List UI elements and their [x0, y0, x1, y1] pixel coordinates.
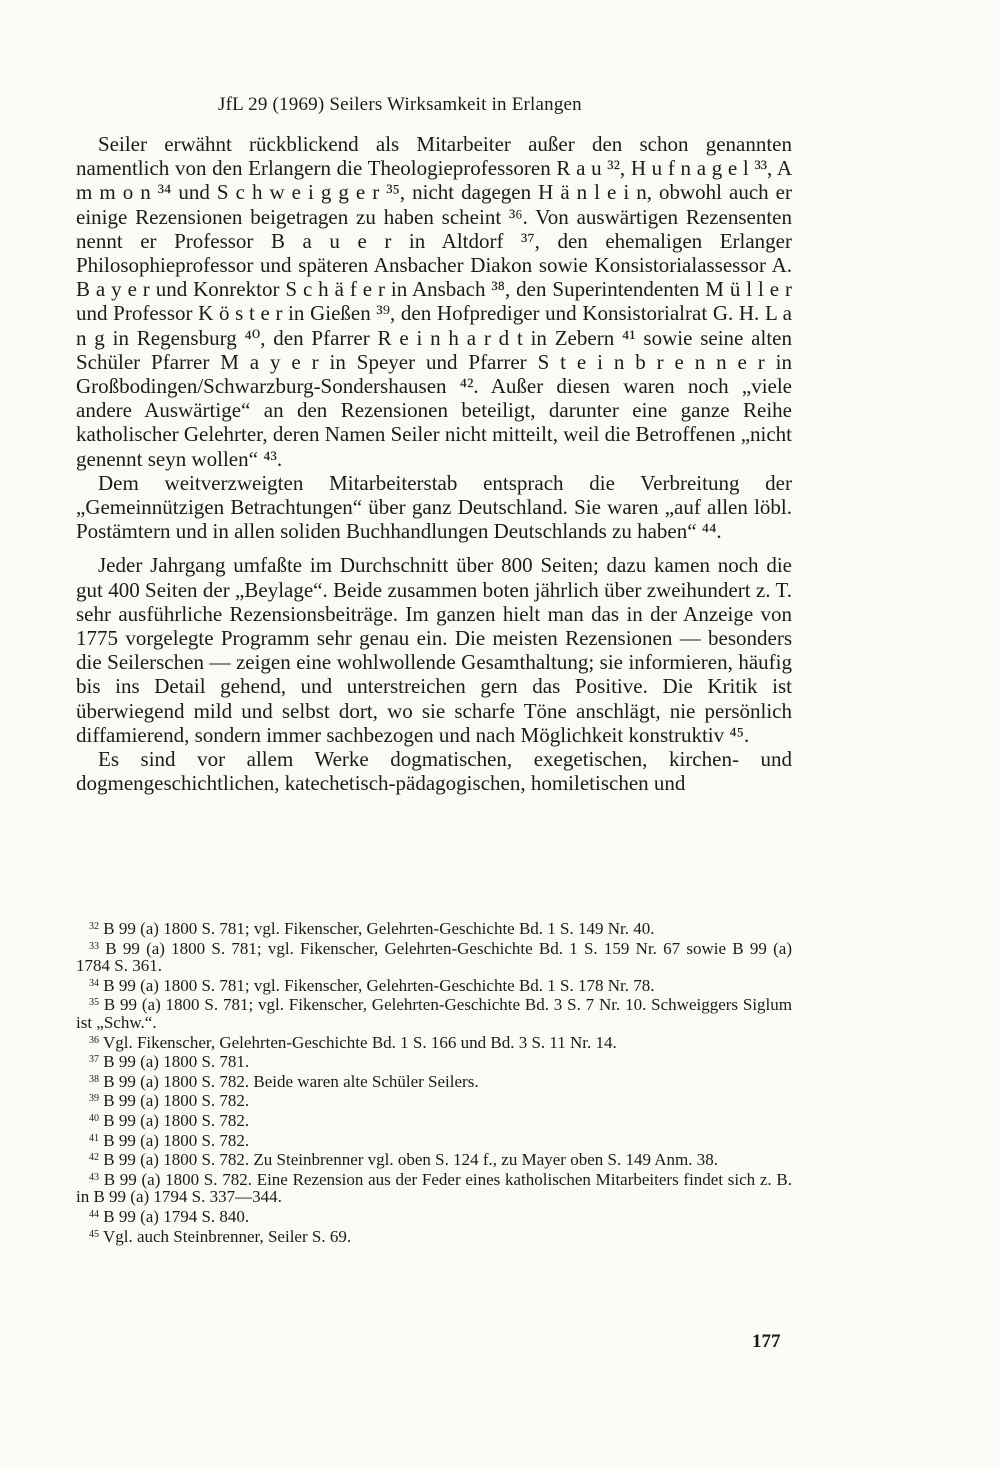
footnote-45	[76, 1226, 792, 1246]
footnote-text: B 99 (a) 1800 S. 782.	[103, 1110, 250, 1130]
footnote-text: B 99 (a) 1800 S. 781; vgl. Fikenscher, Gelehrten-Geschichte Bd. 1 S. 178 Nr. 78.	[103, 975, 655, 995]
footnote-34	[76, 975, 792, 995]
footnote-number: 32	[89, 921, 99, 932]
footnote-number: 44	[89, 1208, 99, 1220]
footnote-text: B 99 (a) 1800 S. 782. Beide waren alte Schüler Seilers.	[103, 1071, 479, 1091]
footnote-text: B 99 (a) 1800 S. 782. Zu Steinbrenner vgl. oben S. 124 f., zu Mayer oben S. 149 Anm. 38.	[103, 1150, 719, 1170]
footnote-number: 39	[89, 1093, 99, 1105]
footnote-text: B 99 (a) 1800 S. 782. Eine Rezension aus der Feder eines katholischen Mitarbeiters findet sich z. B. in B 99 (a) 1794 S. 337—344.	[76, 1169, 792, 1207]
footnote-43	[76, 1169, 792, 1206]
footnote-text: B 99 (a) 1800 S. 782.	[103, 1130, 250, 1150]
footnote-number: 42	[89, 1152, 99, 1164]
footnote-number: 40	[89, 1112, 99, 1124]
footnote-text: B 99 (a) 1800 S. 781; vgl. Fikenscher, Gelehrten-Geschichte Bd. 1 S. 159 Nr. 67 sowie B 99 (a) 1784 S. 361.	[76, 938, 792, 976]
footnote-33	[76, 938, 792, 975]
page-number: 177	[752, 1331, 781, 1352]
footnote-text: Vgl. Fikenscher, Gelehrten-Geschichte Bd. 1 S. 166 und Bd. 3 S. 11 Nr. 14.	[102, 1032, 617, 1052]
footnote-38	[76, 1071, 792, 1091]
footnote-35	[76, 994, 792, 1031]
footnote-number: 45	[89, 1228, 99, 1240]
footnote-36	[76, 1032, 792, 1052]
footnote-number: 36	[89, 1034, 99, 1046]
footnote-number: 37	[89, 1054, 99, 1066]
paragraph-3: Jeder Jahrgang umfaßte im Durchschnitt über 800 Seiten; dazu kamen noch die gut 400 Seiten der „Beylage“. Beide zusammen boten jährlich über zweihundert z. T. sehr ausführliche Rezensionsbeiträge. Im ganzen hielt man das in der Anzeige von 1775 vorgelegte Programm sehr genau ein. Die meisten Rezensionen — besonders die Seilerschen — zeigen eine wohlwollende Gesamthaltung; sie informieren, häufig bis ins Detail gehend, und unterstreichen gern das Positive. Die Kritik ist überwiegend mild und selbst dort, wo sie scharfe Töne anschlägt, nie persönlich diffamierend, sondern immer sachbezogen und nach Möglichkeit konstruktiv ⁴⁵.	[76, 553, 792, 747]
footnote-39	[76, 1090, 792, 1110]
footnote-text: B 99 (a) 1800 S. 781; vgl. Fikenscher, Gelehrten-Geschichte Bd. 3 S. 7 Nr. 10. Schweiggers Siglum ist „Schw.“.	[76, 995, 792, 1032]
running-head: JfL 29 (1969) Seilers Wirksamkeit in Erlangen	[218, 94, 582, 115]
footnote-text: B 99 (a) 1794 S. 840.	[103, 1206, 250, 1226]
footnote-40	[76, 1110, 792, 1130]
footnote-42	[76, 1149, 792, 1169]
footnote-text: B 99 (a) 1800 S. 781; vgl. Fikenscher, Gelehrten-Geschichte Bd. 1 S. 149 Nr. 40.	[103, 919, 655, 938]
paragraph-4: Es sind vor allem Werke dogmatischen, exegetischen, kirchen- und dogmengeschichtlichen, katechetisch-pädagogischen, homiletischen und	[76, 747, 792, 796]
footnote-text: B 99 (a) 1800 S. 782.	[103, 1091, 250, 1111]
footnote-number: 41	[89, 1132, 99, 1144]
paragraph-1: Seiler erwähnt rückblickend als Mitarbeiter außer den schon genannten namentlich von den Erlangern die Theologieprofessoren R a u ³², H u f n a g e l ³³, A m m o n ³⁴ und S c h w e i g g e r ³⁵, nicht dagegen H ä n l e i n, obwohl auch er einige Rezensionen beigetragen zu haben scheint ³⁶. Von auswärtigen Rezensenten nennt er Professor B a u e r in Altdorf ³⁷, den ehemaligen Erlanger Philosophieprofessor und späteren Ansbacher Diakon sowie Konsistorialassessor A. B a y e r und Konrektor S c h ä f e r in Ansbach ³⁸, den Superintendenten M ü l l e r und Professor K ö s t e r in Gießen ³⁹, den Hofprediger und Konsistorialrat G. H. L a n g in Regensburg ⁴⁰, den Pfarrer R e i n h a r d t in Zebern ⁴¹ sowie seine alten Schüler Pfarrer M a y e r in Speyer und Pfarrer S t e i n b r e n n e r in Großbodingen/Schwarzburg-Sondershausen ⁴². Außer diesen waren noch „viele andere Auswärtige“ an den Rezensionen beteiligt, darunter eine ganze Reihe katholischer Gelehrter, deren Namen Seiler nicht mitteilt, weil die Betroffenen „nicht genennt seyn wollen“ ⁴³.	[76, 132, 793, 471]
main-text	[76, 132, 792, 795]
footnote-44	[76, 1206, 792, 1226]
footnote-number: 43	[89, 1171, 99, 1183]
footnote-32	[76, 918, 792, 938]
footnotes	[76, 918, 792, 1245]
footnote-number: 38	[89, 1073, 99, 1085]
footnote-41	[76, 1130, 792, 1150]
footnote-37	[76, 1051, 792, 1071]
paragraph-2: Dem weitverzweigten Mitarbeiterstab entsprach die Verbreitung der „Gemeinnützigen Betrachtungen“ über ganz Deutschland. Sie waren „auf allen löbl. Postämtern und in allen soliden Buchhandlungen Deutschlands zu haben“ ⁴⁴.	[76, 470, 792, 544]
footnote-text: B 99 (a) 1800 S. 781.	[103, 1052, 250, 1072]
footnote-number: 34	[89, 977, 99, 989]
footnote-number: 35	[89, 997, 99, 1009]
footnote-text: Vgl. auch Steinbrenner, Seiler S. 69.	[102, 1226, 352, 1246]
footnote-number: 33	[89, 940, 99, 952]
